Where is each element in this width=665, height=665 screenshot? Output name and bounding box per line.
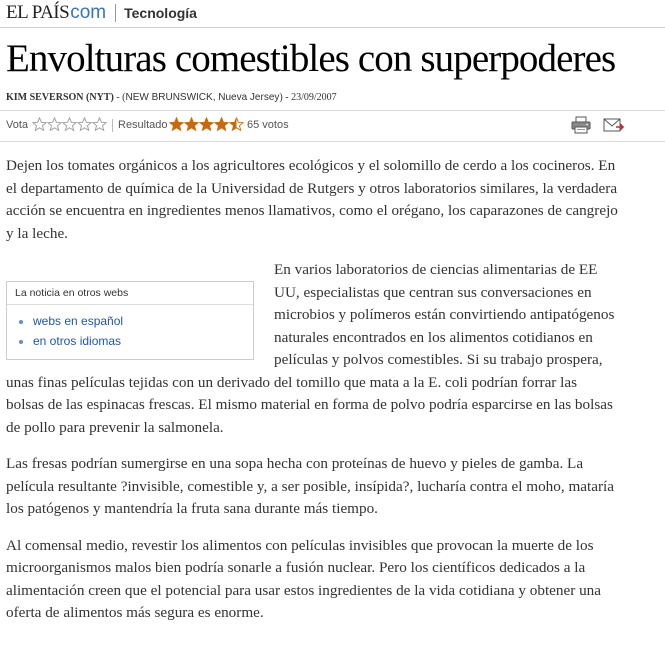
vote-label: Vota (6, 119, 29, 131)
byline (6, 92, 337, 103)
article-paragraph-3: Las fresas podrían sumergirse en una sopa hecha con proteínas de huevo y pieles de gamba. La película resultante ?invisible, comestible y, a ser posible, insípida?, lucharía contra el moho, mataría los patógenos y mantendría la fruta sana durante más tiempo. (6, 455, 614, 517)
logo-com[interactable]: com (70, 2, 107, 23)
star-icon[interactable] (62, 117, 77, 132)
article-paragraph-4: Al comensal medio, revestir los alimentos con películas invisibles que provocan la muerte de los microorganismos malos bien podría sonarle a fusión nuclear. Pero los científicos dedicados a la alimentación creen que el potencial para usar estos ingredientes de la vida cotidiana y obtener una oferta de alimentos más segura es enorme. (6, 536, 602, 621)
related-links-box (6, 281, 254, 360)
byline-separator-2: ) - (279, 92, 292, 103)
star-icon (229, 117, 244, 132)
star-icon[interactable] (77, 117, 92, 132)
related-links-title: La noticia en otros webs (7, 282, 253, 305)
result-label: Resultado (118, 119, 168, 131)
byline-date: 23/09/2007 (291, 92, 337, 103)
envelope-icon[interactable] (603, 117, 625, 133)
related-link-item (33, 311, 253, 331)
section-title[interactable]: Tecnología (124, 5, 197, 21)
printer-icon[interactable] (571, 116, 591, 134)
masthead (6, 2, 197, 24)
header-rule (0, 27, 665, 28)
rating-bar (0, 110, 665, 142)
votes-count: 65 votos (247, 119, 289, 131)
link-en-otros-idiomas[interactable]: en otros idiomas (33, 334, 122, 348)
masthead-divider (115, 4, 116, 22)
related-links-list (7, 311, 253, 351)
star-icon[interactable] (32, 117, 47, 132)
star-icon (214, 117, 229, 132)
star-icon (199, 117, 214, 132)
star-icon[interactable] (92, 117, 107, 132)
link-webs-en-espanol[interactable]: webs en español (33, 314, 124, 328)
related-link-item (33, 331, 253, 351)
star-icon (184, 117, 199, 132)
article-paragraph-2: En varios laboratorios de ciencias alimentarias de EE UU, especialistas que centran sus conversaciones en microbios y polímeros están convirtiendo antipatógenos naturales encontrados en los alimentos cotidianos en películas y polvos comestibles. Si su trabajo prospera, unas finas películas tejidas con un derivado del tomillo que mata a la E. coli podrían forrar las bolsas de las espinacas frescas. El mismo material en forma de polvo podría esparcirse en las bolsas de pollo para prevenir la salmonela. (6, 261, 615, 436)
star-icon[interactable] (47, 117, 62, 132)
vote-stars[interactable] (32, 117, 107, 132)
article-body (6, 155, 618, 639)
byline-place: NEW BRUNSWICK, Nueva Jersey (125, 92, 280, 103)
byline-separator: - ( (113, 92, 126, 103)
star-icon (169, 117, 184, 132)
result-stars (169, 117, 244, 132)
byline-author: KIM SEVERSON (NYT) (6, 92, 114, 103)
article-paragraph-1: Dejen los tomates orgánicos a los agricultores ecológicos y el solomillo de cerdo a los cocineros. En el departamento de química de la Universidad de Rutgers y otros laboratorios similares, la verdadera acción se encuentra en ingredientes menos llamativos, como el orégano, los caparazones de cangrejo y la leche. (6, 157, 618, 242)
article-headline: Envolturas comestibles con superpoderes (6, 37, 616, 80)
rating-divider (112, 119, 113, 132)
logo-elpais[interactable]: EL PAÍS (6, 2, 70, 23)
